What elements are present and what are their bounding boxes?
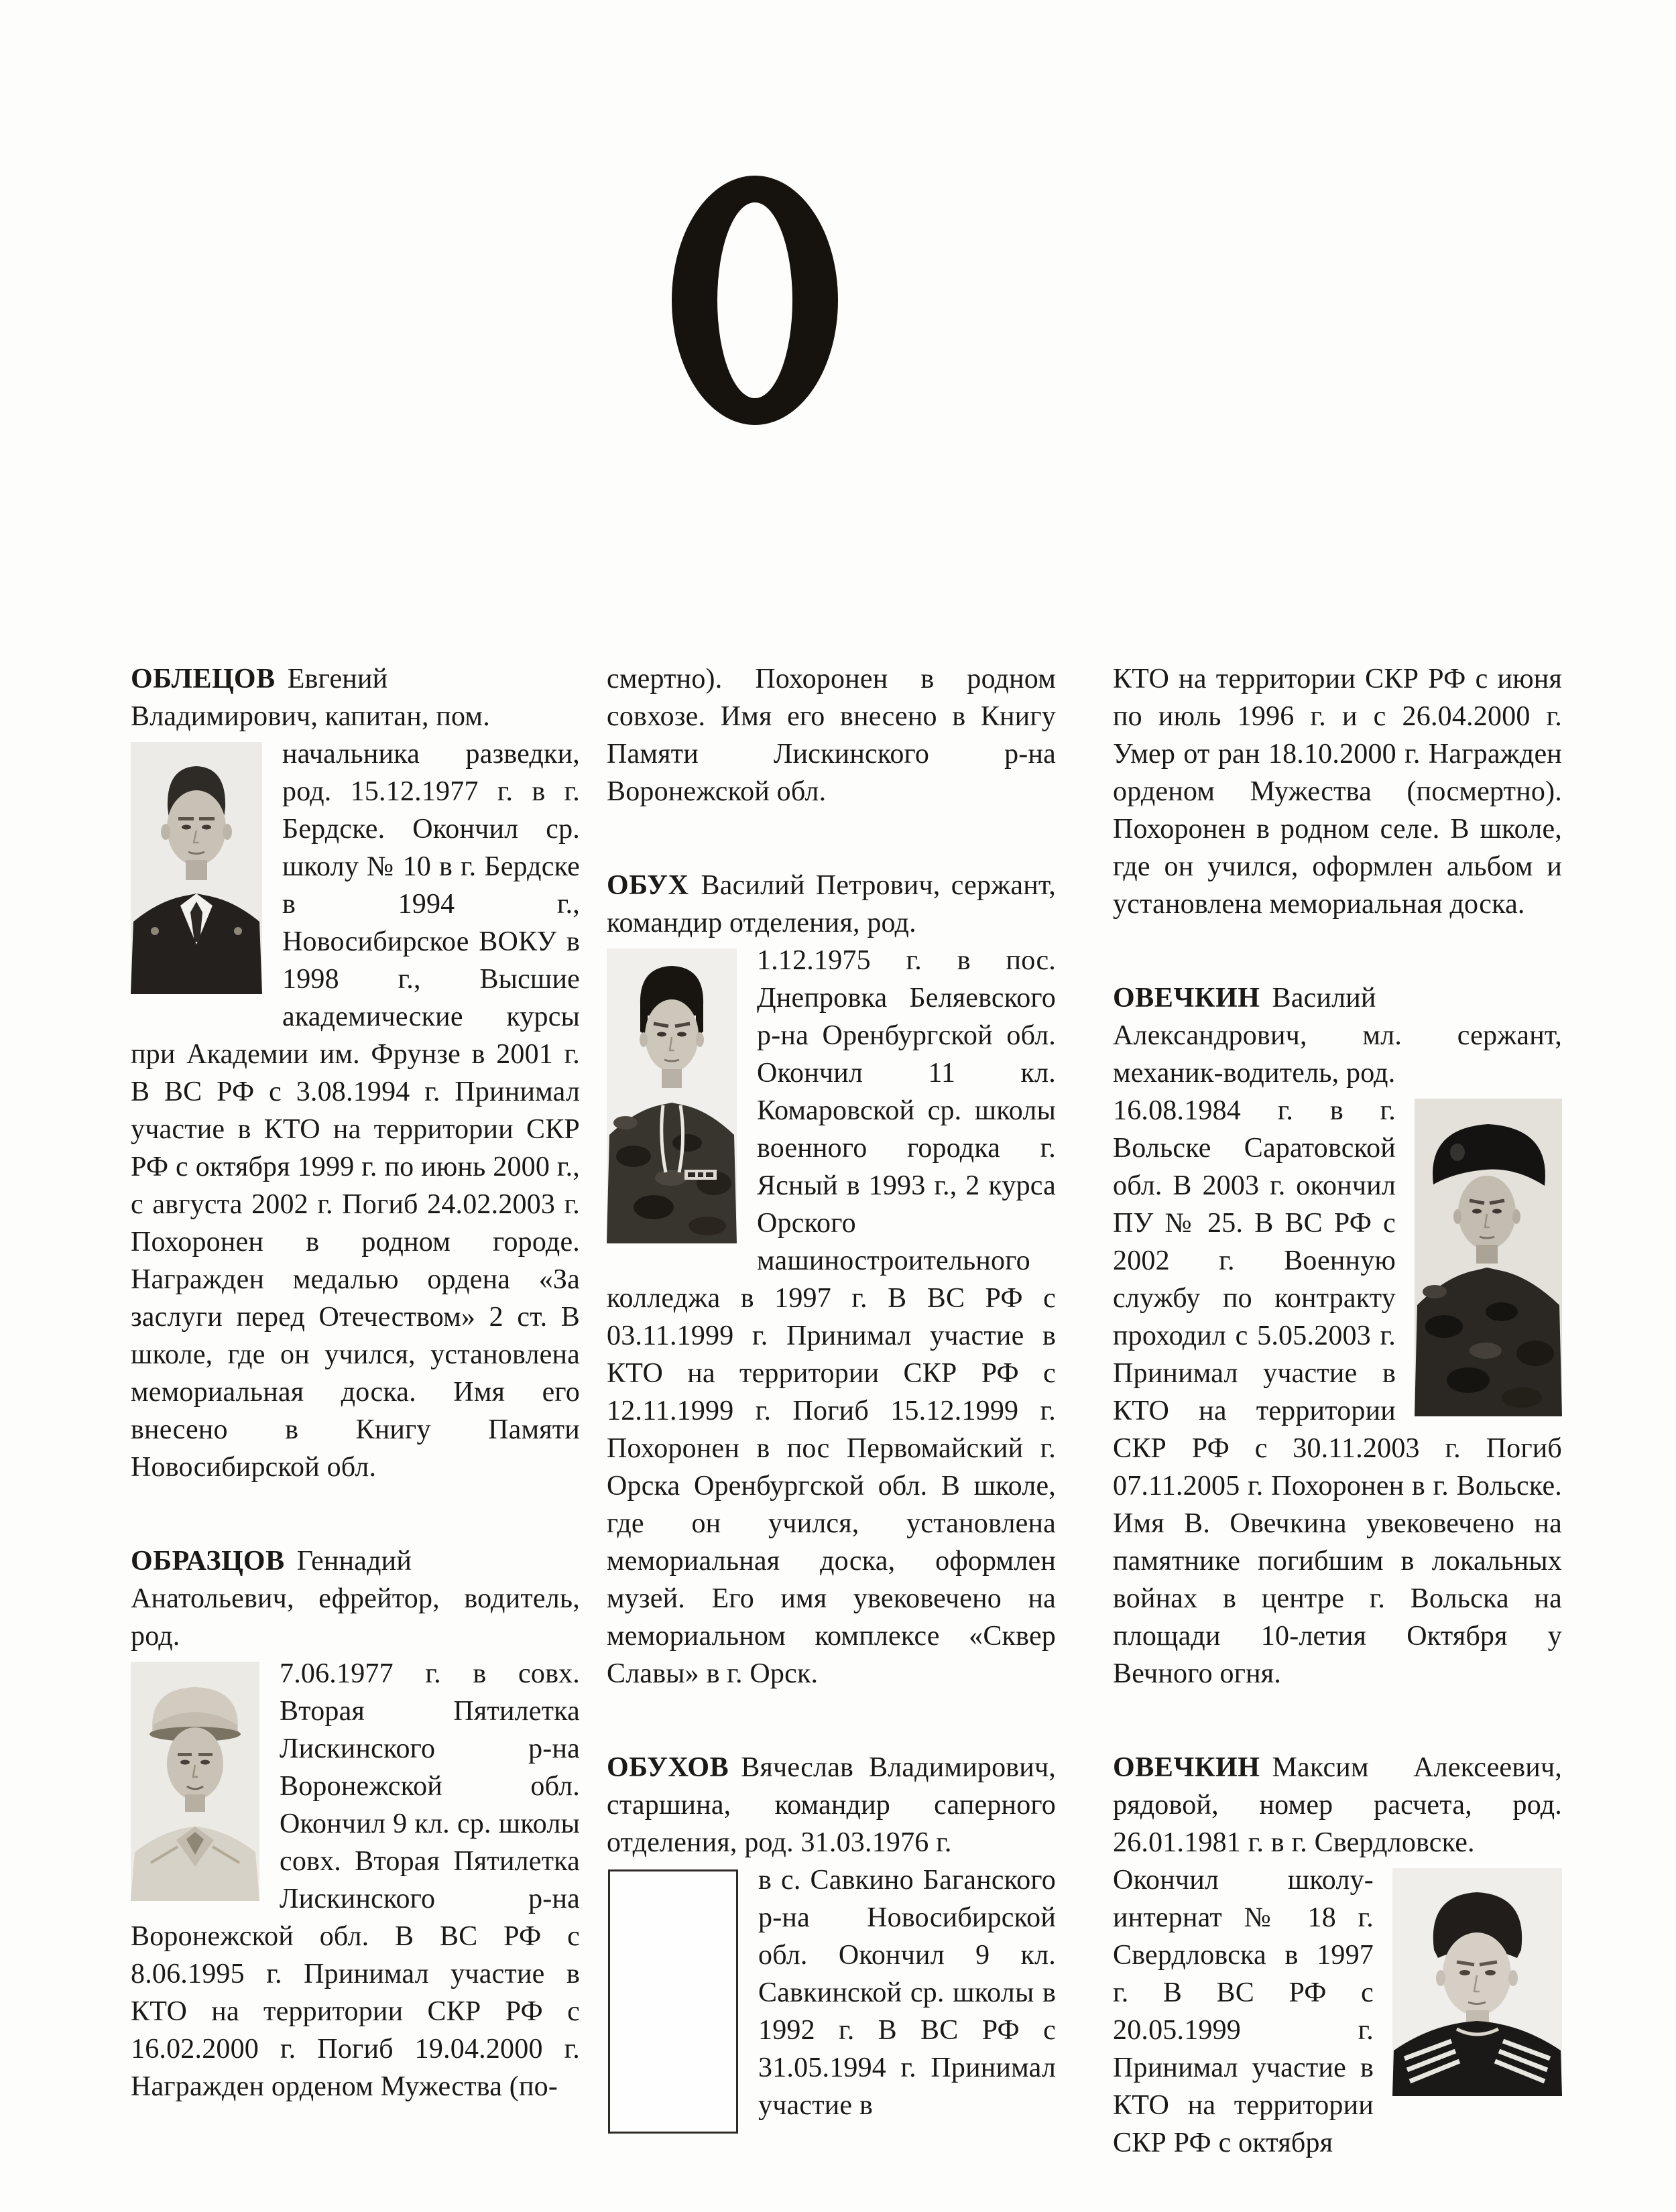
entry-obletsov: [131, 660, 580, 1486]
column-2: [607, 660, 1056, 2143]
entry-surname: ОБЛЕЦОВ: [131, 664, 276, 694]
entry-lead-text: Василий Петрович, сержант, командир отделения, род.: [607, 870, 1056, 938]
column-1: [131, 660, 580, 2105]
column-3: [1113, 660, 1562, 2162]
entry-lead-text: Вячеслав Владимирович, старшина, командир саперного отделения, род. 31.03.1976 г.: [607, 1752, 1056, 1858]
entry-body-text: начальника разведки, род. 15.12.1977 г. в г. Бердске. Окончил ср. школу № 10 в г. Бердске в 1994 г., Новосибирское ВОКУ в 1998 г., Высшие академические курсы при Академии им. Фрунзе в 2001 г. В ВС РФ с 3.08.1994 г. Принимал участие в КТО на территории СКР РФ с октября 1999 г. по июнь 2000 г., с августа 2002 г. Погиб 24.02.2003 г. Похоронен в родном городе. Награжден медалью ордена «За заслуги перед Отечеством» 2 ст. В школе, где он учился, установлена мемориальная доска. Имя его внесено в Книгу Памяти Новосибирской обл.: [131, 739, 580, 1483]
entry-surname: ОВЕЧКИН: [1113, 983, 1260, 1013]
entry-obukh: [607, 867, 1056, 1693]
entry-heading: [131, 1542, 580, 1655]
section-letter: [672, 176, 838, 425]
entry-body-text: в с. Савкино Баганского р-на Новосибирской обл. Окончил 9 кл. Савкинской ср. школы в 1992 г. В ВС РФ с 31.05.1994 г. Принимал участие в: [758, 1865, 1056, 2121]
entry-ovechkin-vasily: [1113, 979, 1562, 1693]
portrait-photo-obletsov: [131, 742, 262, 994]
entry-heading: [607, 867, 1056, 942]
portrait-photo-ovechkin-maxim: [1392, 1868, 1562, 2096]
entry-lead-text: Максим Алексеевич, рядовой, номер расчета, род. 26.01.1981 г. в г. Свердловске.: [1113, 1752, 1562, 1858]
continuation-text-obukhov: КТО на территории СКР РФ с июня по июль 1996 г. и с 26.04.2000 г. Умер от ран 18.10.2000 г. Награжден орденом Мужества (посмертно). Похоронен в родном селе. В школе, где он учился, оформлен альбом и установлена мемориальная доска.: [1113, 664, 1562, 920]
entry-body-text: 16.08.1984 г. в г. Вольске Саратовской обл. В 2003 г. окончил ПУ № 25. В ВС РФ с 2002 г. Военную службу по контракту проходил с 5.05.2003 г. Принимал участие в КТО на территории СКР РФ с 30.11.2003 г. Погиб 07.11.2005 г. Похоронен в г. Вольске. Имя В. Овечкина увековечено на памятнике погибшим в локальных войнах в центре г. Вольска на площади 10-летия Октября у Вечного огня.: [1113, 1095, 1562, 1689]
photo-placeholder-obukhov: [608, 1869, 738, 2134]
entry-heading: [607, 1749, 1056, 1861]
entry-body-text: 7.06.1977 г. в совх. Вторая Пятилетка Лискинского р-на Воронежской обл. Окончил 9 кл. ср. школы совх. Вторая Пятилетка Лискинского р-на Воронежской обл. В ВС РФ с 8.06.1995 г. Принимал участие в КТО на территории СКР РФ с 16.02.2000 г. Погиб 19.04.2000 г. Награжден орденом Мужества (по-: [131, 1658, 580, 2102]
portrait-photo-obukh: [607, 948, 737, 1243]
portrait-photo-obraztsov: [131, 1662, 259, 1901]
entry-heading: [131, 660, 580, 735]
entry-body-text: Окончил школу-интернат № 18 г. Свердловска в 1997 г. В ВС РФ с 20.05.1999 г. Принимал участие в КТО на территории СКР РФ с октября: [1113, 1865, 1374, 2158]
continuation-text-obraztsov: смертно). Похоронен в родном совхозе. Имя его внесено в Книгу Памяти Лискинского р-на Воронежской обл.: [607, 664, 1056, 807]
entry-lead-text: Василий Александрович, мл. сержант, механик-водитель, род.: [1113, 983, 1562, 1089]
entry-lead-text: Геннадий Анатольевич, ефрейтор, водитель, род.: [131, 1546, 580, 1652]
entry-surname: ОБРАЗЦОВ: [131, 1546, 285, 1577]
entry-surname: ОБУХОВ: [607, 1752, 729, 1783]
entry-obraztsov: [131, 1542, 580, 2105]
entry-body-text: 1.12.1975 г. в пос. Днепровка Беляевского р-на Оренбургской обл. Окончил 11 кл. Комаровской ср. школы военного городка г. Ясный в 1993 г., 2 курса Орского машиностроительного колледжа в 1997 г. В ВС РФ с 03.11.1999 г. Принимал участие в КТО на территории СКР РФ с 12.11.1999 г. Погиб 15.12.1999 г. Похоронен в пос Первомайский г. Орска Оренбургской обл. В школе, где он учился, установлена мемориальная доска, оформлен музей. Его имя увековечено на мемориальном комплексе «Сквер Славы» в г. Орск.: [607, 945, 1056, 1689]
entry-lead-text: Евгений Владимирович, капитан, пом.: [131, 664, 490, 732]
entry-surname: ОВЕЧКИН: [1113, 1752, 1260, 1783]
letter-O-glyph: [672, 176, 838, 425]
entry-surname: ОБУХ: [607, 870, 689, 901]
portrait-photo-ovechkin-vasily: [1415, 1099, 1562, 1416]
entry-obukhov: [607, 1749, 1056, 2143]
entry-heading: [1113, 979, 1562, 1092]
entry-ovechkin-maxim: [1113, 1749, 1562, 2162]
entry-heading: [1113, 1749, 1562, 1861]
